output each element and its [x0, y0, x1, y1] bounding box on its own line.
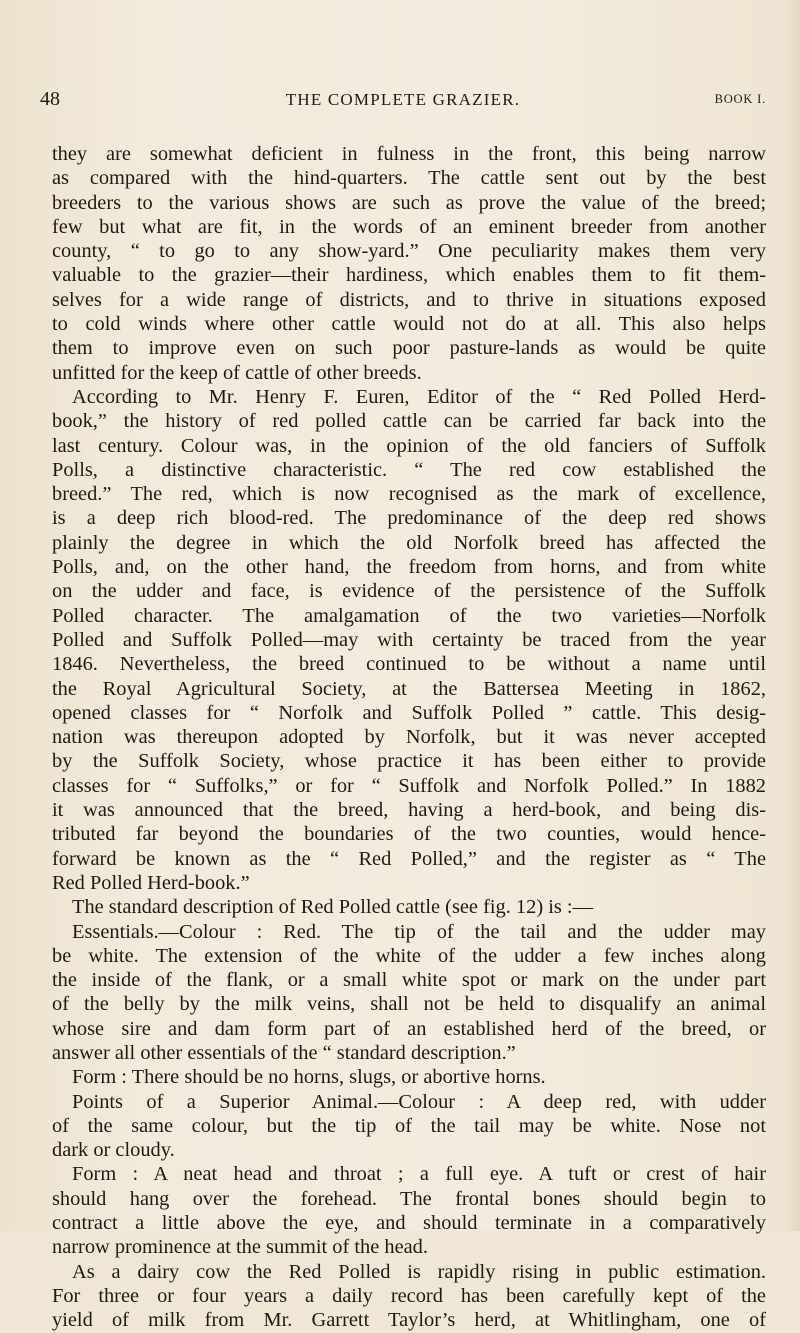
text-line: nation was thereupon adopted by Norfolk, but it was never accepted	[52, 726, 766, 749]
text-line: dark or cloudy.	[52, 1139, 175, 1162]
page-edge-shadow	[786, 0, 800, 1231]
text-line: to cold winds where other cattle would not do at all. This also helps	[52, 313, 766, 336]
text-line: The standard description of Red Polled cattle (see fig. 12) is :—	[72, 896, 593, 919]
text-line: it was announced that the breed, having a herd-book, and being dis-	[52, 799, 766, 822]
text-line: classes for “ Suffolks,” or for “ Suffolk and Norfolk Polled.” In 1882	[52, 774, 766, 797]
body-text	[52, 142, 766, 1333]
page-number: 48	[40, 88, 60, 110]
text-line: Red Polled Herd-book.”	[52, 871, 250, 894]
text-line: whose sire and dam form part of an established herd of the breed, or	[52, 1017, 766, 1040]
text-line: Polled character. The amalgamation of the two varieties—Norfolk	[52, 604, 766, 627]
text-line: Polled and Suffolk Polled—may with certainty be traced from the year	[52, 628, 766, 651]
text-line: be white. The extension of the white of the udder a few inches along	[52, 944, 766, 967]
text-line: Form : There should be no horns, slugs, or abortive horns.	[72, 1066, 546, 1089]
text-line: of the same colour, but the tip of the tail may be white. Nose not	[52, 1114, 766, 1137]
text-line: yield of milk from Mr. Garrett Taylor’s herd, at Whitlingham, one of	[52, 1309, 766, 1332]
text-line: unfitted for the keep of cattle of other breeds.	[52, 361, 422, 384]
text-line: they are somewhat deficient in fulness in the front, this being narrow	[52, 143, 766, 165]
text-line: the inside of the flank, or a small white spot or mark on the under part	[52, 969, 766, 992]
text-line: county, “ to go to any show-yard.” One peculiarity makes them very	[52, 240, 766, 263]
text-line: plainly the degree in which the old Norfolk breed has affected the	[52, 531, 766, 554]
book-label: BOOK I.	[714, 92, 766, 106]
text-line: by the Suffolk Society, whose practice it has been either to provide	[52, 750, 766, 773]
text-line: contract a little above the eye, and should terminate in a comparatively	[52, 1212, 766, 1235]
text-line: selves for a wide range of districts, and to thrive in situations exposed	[52, 288, 766, 311]
text-line: last century. Colour was, in the opinion of the old fanciers of Suffolk	[52, 434, 766, 457]
text-line: tributed far beyond the boundaries of the two counties, would hence-	[52, 823, 766, 846]
text-line: answer all other essentials of the “ standard description.”	[52, 1041, 516, 1064]
text-line: the Royal Agricultural Society, at the Battersea Meeting in 1862,	[52, 677, 766, 700]
text-line: breed.” The red, which is now recognised as the mark of excellence,	[52, 483, 766, 506]
text-line: as compared with the hind-quarters. The cattle sent out by the best	[52, 167, 766, 190]
text-line: valuable to the grazier—their hardiness, which enables them to fit them-	[52, 264, 766, 287]
running-head	[40, 88, 766, 112]
text-line: 1846. Nevertheless, the breed continued to be without a name until	[52, 653, 766, 676]
text-line: book,” the history of red polled cattle can be carried far back into the	[52, 410, 766, 433]
text-line: few but what are fit, in the words of an eminent breeder from another	[52, 215, 766, 238]
text-line: them to improve even on such poor pasture-lands as would be quite	[52, 337, 766, 360]
text-line: should hang over the forehead. The frontal bones should begin to	[52, 1187, 766, 1210]
text-line: Points of a Superior Animal.—Colour : A deep red, with udder	[72, 1090, 766, 1113]
text-line: breeders to the various shows are such as prove the value of the breed;	[52, 191, 766, 214]
text-line: For three or four years a daily record has been carefully kept of the	[52, 1284, 766, 1307]
text-line: Polls, a distinctive characteristic. “ The red cow established the	[52, 458, 766, 481]
text-line: on the udder and face, is evidence of the persistence of the Suffolk	[52, 580, 766, 603]
text-line: As a dairy cow the Red Polled is rapidly rising in public estimation.	[72, 1260, 766, 1283]
text-line: forward be known as the “ Red Polled,” and the register as “ The	[52, 847, 766, 870]
text-line: Form : A neat head and throat ; a full eye. A tuft or crest of hair	[72, 1163, 766, 1186]
text-line: According to Mr. Henry F. Euren, Editor of the “ Red Polled Herd-	[72, 385, 766, 408]
text-line: is a deep rich blood-red. The predominance of the deep red shows	[52, 507, 766, 530]
text-line: Essentials.—Colour : Red. The tip of the tail and the udder may	[72, 920, 766, 943]
running-title: THE COMPLETE GRAZIER.	[285, 90, 521, 109]
text-line: narrow prominence at the summit of the head.	[52, 1236, 428, 1259]
text-line: opened classes for “ Norfolk and Suffolk Polled ” cattle. This desig-	[52, 701, 766, 724]
text-line: Polls, and, on the other hand, the freedom from horns, and from white	[52, 556, 766, 579]
text-line: of the belly by the milk veins, shall not be held to disqualify an animal	[52, 993, 766, 1016]
